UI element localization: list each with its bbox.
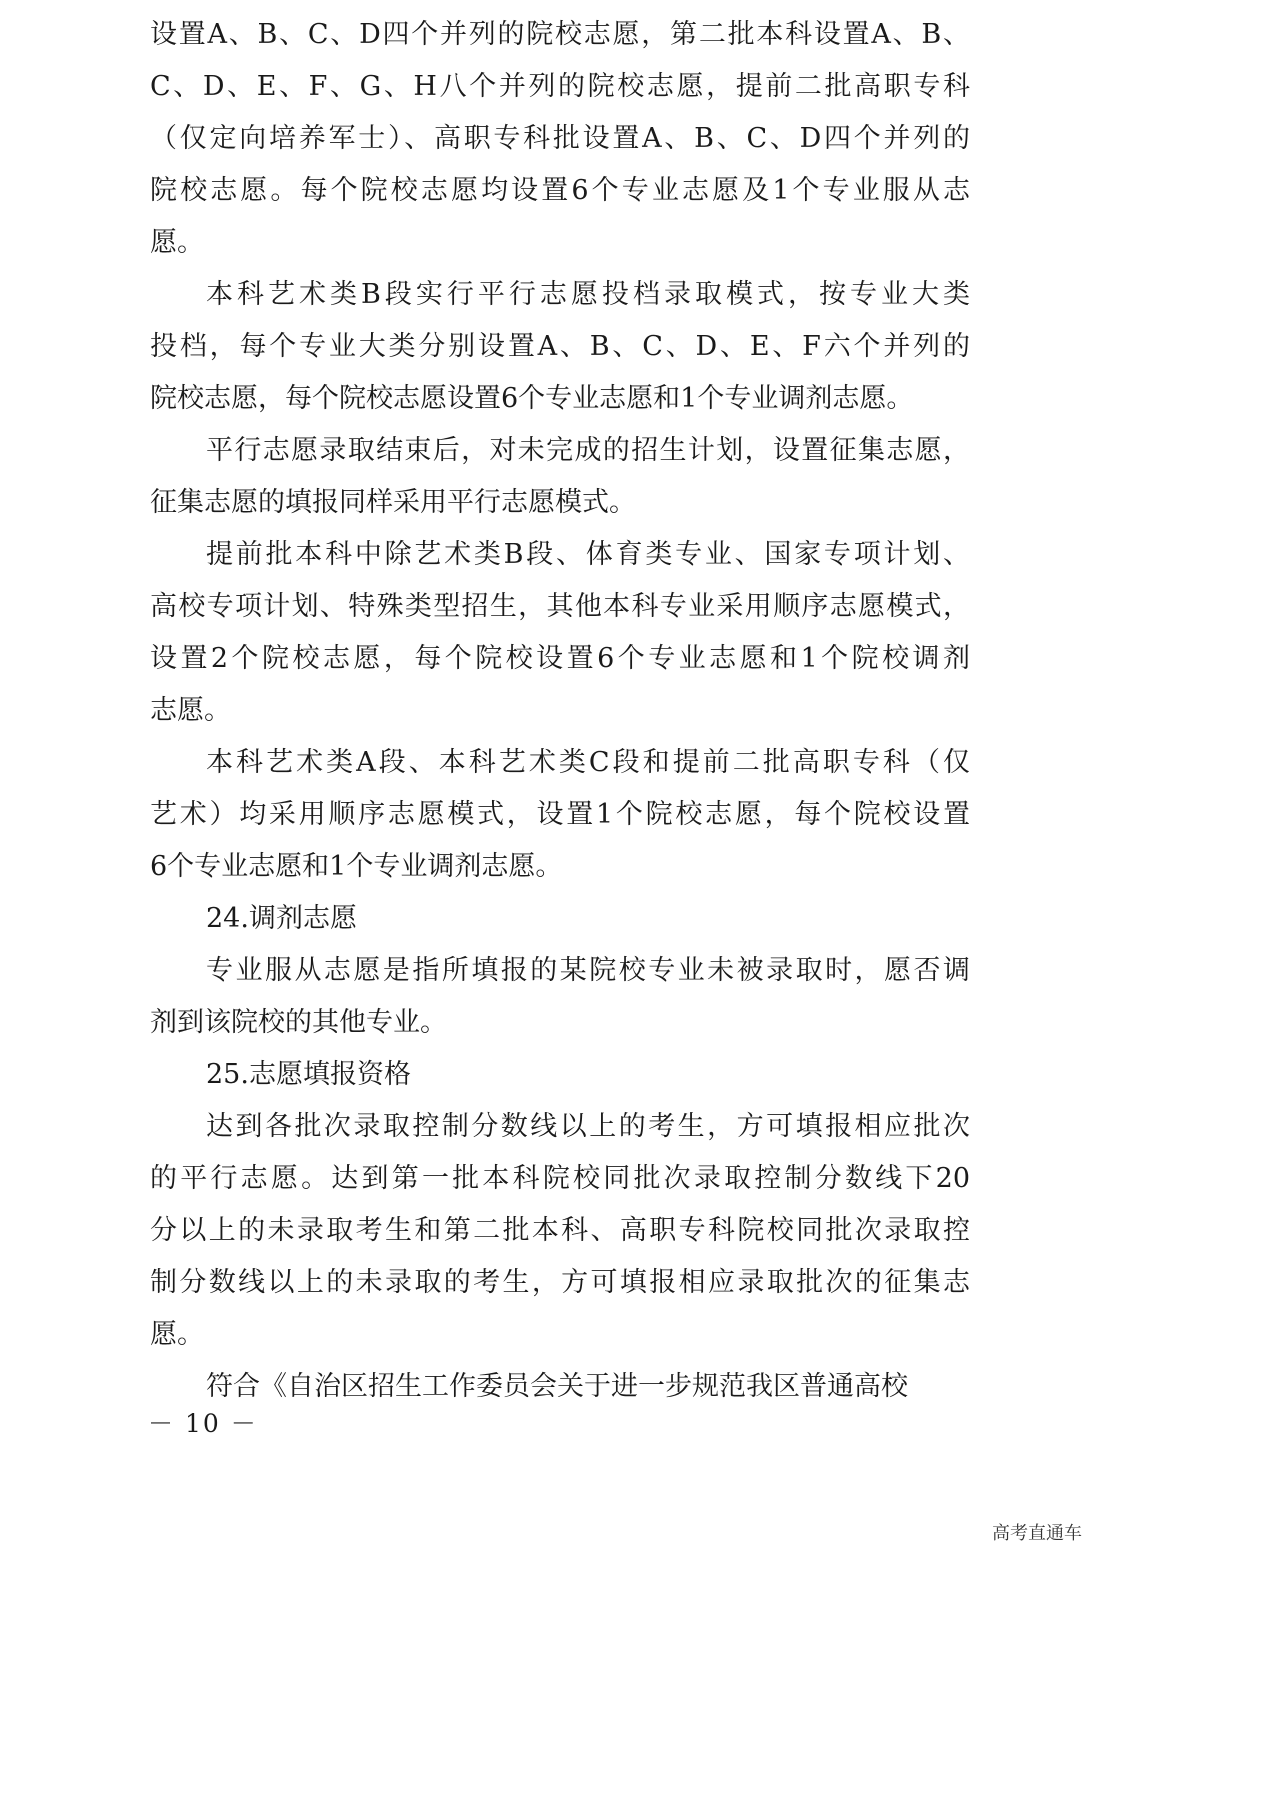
- paragraph: [150, 1101, 970, 1361]
- text-line: 平行志愿录取结束后，对未完成的招生计划，设置征集志愿，: [206, 435, 970, 466]
- text-line: 6个专业志愿和1个专业调剂志愿。: [150, 851, 563, 882]
- watermark: 高考直通车: [992, 1523, 1082, 1544]
- paragraph: [150, 1361, 970, 1413]
- text-line: 投档，每个专业大类分别设置A、B、C、D、E、F六个并列的: [150, 331, 970, 362]
- text-line: 志愿。: [150, 695, 231, 726]
- text-line: 剂到该院校的其他专业。: [150, 1007, 447, 1038]
- body-text: [150, 9, 970, 1413]
- section-heading: [150, 1049, 970, 1101]
- text-line: 专业服从志愿是指所填报的某院校专业未被录取时，愿否调: [206, 955, 970, 986]
- page-number: － 10 －: [148, 1409, 258, 1438]
- text-line: （仅定向培养军士）、高职专科批设置A、B、C、D四个并列的: [150, 123, 970, 154]
- text-line: 达到各批次录取控制分数线以上的考生，方可填报相应批次: [206, 1111, 970, 1142]
- text-line: C、D、E、F、G、H八个并列的院校志愿，提前二批高职专科: [150, 71, 970, 102]
- text-line: 本科艺术类B段实行平行志愿投档录取模式，按专业大类: [206, 279, 970, 310]
- paragraph: [150, 425, 970, 529]
- text-line: 设置2个院校志愿，每个院校设置6个专业志愿和1个院校调剂: [150, 643, 970, 674]
- text-line: 院校志愿。每个院校志愿均设置6个专业志愿及1个专业服从志: [150, 175, 970, 206]
- text-line: 愿。: [150, 1319, 204, 1350]
- text-line: 提前批本科中除艺术类B段、体育类专业、国家专项计划、: [206, 539, 970, 570]
- text-line: 分以上的未录取考生和第二批本科、高职专科院校同批次录取控: [150, 1215, 970, 1246]
- paragraph: [150, 945, 970, 1049]
- text-line: 设置A、B、C、D四个并列的院校志愿，第二批本科设置A、B、: [150, 19, 970, 50]
- paragraph: [150, 737, 970, 893]
- paragraph: [150, 9, 970, 269]
- paragraph: [150, 529, 970, 737]
- paragraph: [150, 269, 970, 425]
- text-line: 高校专项计划、特殊类型招生，其他本科专业采用顺序志愿模式，: [150, 591, 970, 622]
- heading-line: 25.志愿填报资格: [206, 1059, 411, 1090]
- text-line: 符合《自治区招生工作委员会关于进一步规范我区普通高校: [206, 1371, 908, 1402]
- text-line: 的平行志愿。达到第一批本科院校同批次录取控制分数线下20: [150, 1163, 970, 1194]
- text-line: 愿。: [150, 227, 204, 258]
- section-heading: [150, 893, 970, 945]
- text-line: 本科艺术类A段、本科艺术类C段和提前二批高职专科（仅: [206, 747, 970, 778]
- text-line: 征集志愿的填报同样采用平行志愿模式。: [150, 487, 636, 518]
- heading-line: 24.调剂志愿: [206, 903, 357, 934]
- text-line: 制分数线以上的未录取的考生，方可填报相应录取批次的征集志: [150, 1267, 970, 1298]
- text-line: 艺术）均采用顺序志愿模式，设置1个院校志愿，每个院校设置: [150, 799, 970, 830]
- text-line: 院校志愿，每个院校志愿设置6个专业志愿和1个专业调剂志愿。: [150, 383, 914, 414]
